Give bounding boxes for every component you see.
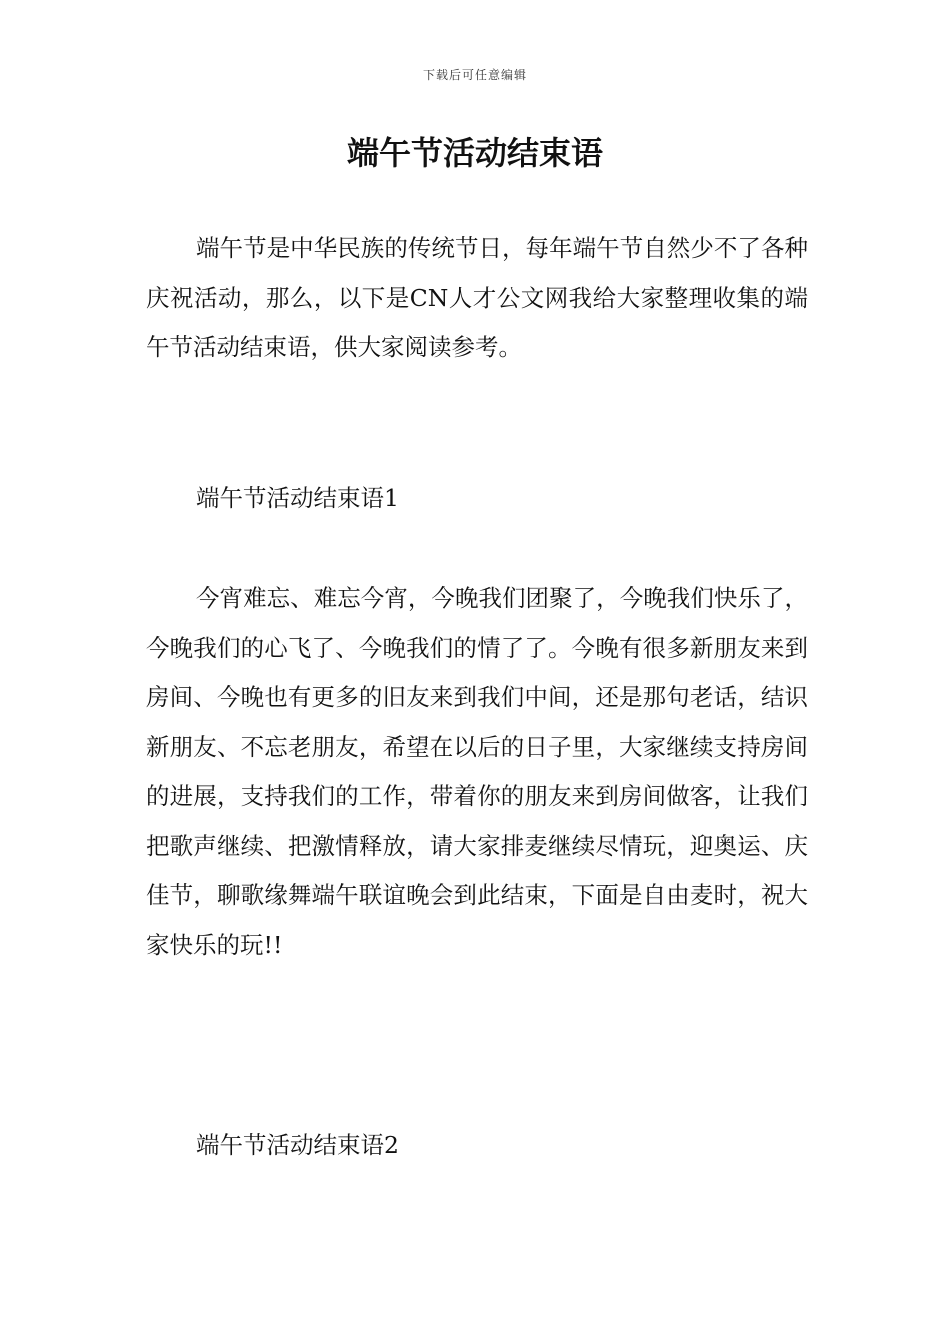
section-1-paragraph: 今宵难忘、难忘今宵，今晚我们团聚了，今晚我们快乐了，今晚我们的心飞了、今晚我们的情了了。今晚有很多新朋友来到房间、今晚也有更多的旧友来到我们中间，还是那句老话，结识新朋友、不忘老朋友，希望在以后的日子里，大家继续支持房间的进展，支持我们的工作，带着你的朋友来到房间做客，让我们把歌声继续、把激情释放，请大家排麦继续尽情玩，迎奥运、庆佳节，聊歌缘舞端午联谊晚会到此结束，下面是自由麦时，祝大家快乐的玩!!	[146, 584, 808, 959]
page-title: 端午节活动结束语	[346, 134, 603, 172]
section-2-heading: 端午节活动结束语2	[196, 1131, 399, 1159]
intro-paragraph: 端午节是中华民族的传统节日，每年端午节自然少不了各种庆祝活动，那么，以下是CN人才公文网我给大家整理收集的端午节活动结束语，供大家阅读参考。	[146, 234, 808, 361]
header-note: 下载后可任意编辑	[422, 68, 527, 82]
section-1-heading: 端午节活动结束语1	[196, 484, 399, 512]
